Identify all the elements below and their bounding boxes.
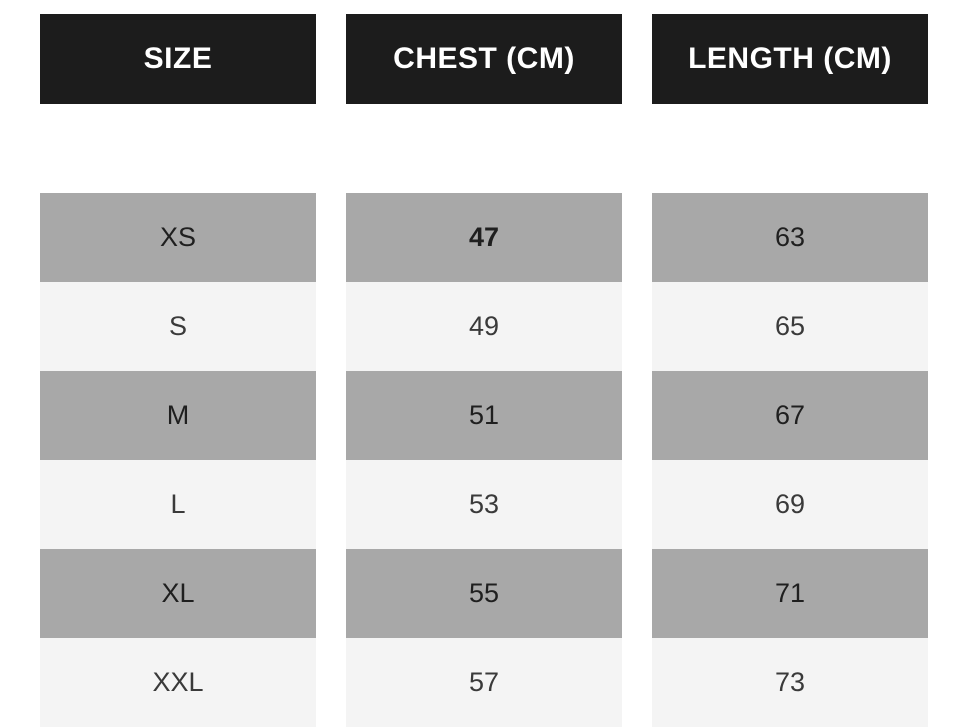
- spacer-cell: [346, 104, 622, 193]
- spacer-cell: [652, 104, 928, 193]
- table-row: [40, 638, 928, 727]
- spacer-cell: [40, 104, 316, 193]
- column-header-size: SIZE: [40, 14, 316, 104]
- table-body: [40, 193, 928, 727]
- cell-chest: 55: [346, 549, 622, 638]
- cell-size: XXL: [40, 638, 316, 727]
- size-chart-table: [10, 14, 958, 727]
- table-row: [40, 282, 928, 371]
- table-header-row: [40, 14, 928, 104]
- table-row: [40, 193, 928, 282]
- column-header-length: LENGTH (CM): [652, 14, 928, 104]
- cell-chest: 57: [346, 638, 622, 727]
- table-header: [40, 14, 928, 193]
- cell-size: XS: [40, 193, 316, 282]
- cell-length: 73: [652, 638, 928, 727]
- cell-length: 67: [652, 371, 928, 460]
- table-row: [40, 549, 928, 638]
- table-row: [40, 371, 928, 460]
- cell-length: 63: [652, 193, 928, 282]
- cell-length: 69: [652, 460, 928, 549]
- cell-size: M: [40, 371, 316, 460]
- header-spacer-row: [40, 104, 928, 193]
- cell-chest: 53: [346, 460, 622, 549]
- cell-chest: 49: [346, 282, 622, 371]
- cell-size: XL: [40, 549, 316, 638]
- table-row: [40, 460, 928, 549]
- column-header-chest: CHEST (CM): [346, 14, 622, 104]
- cell-size: L: [40, 460, 316, 549]
- cell-length: 71: [652, 549, 928, 638]
- cell-chest: 51: [346, 371, 622, 460]
- cell-chest: 47: [346, 193, 622, 282]
- cell-length: 65: [652, 282, 928, 371]
- cell-size: S: [40, 282, 316, 371]
